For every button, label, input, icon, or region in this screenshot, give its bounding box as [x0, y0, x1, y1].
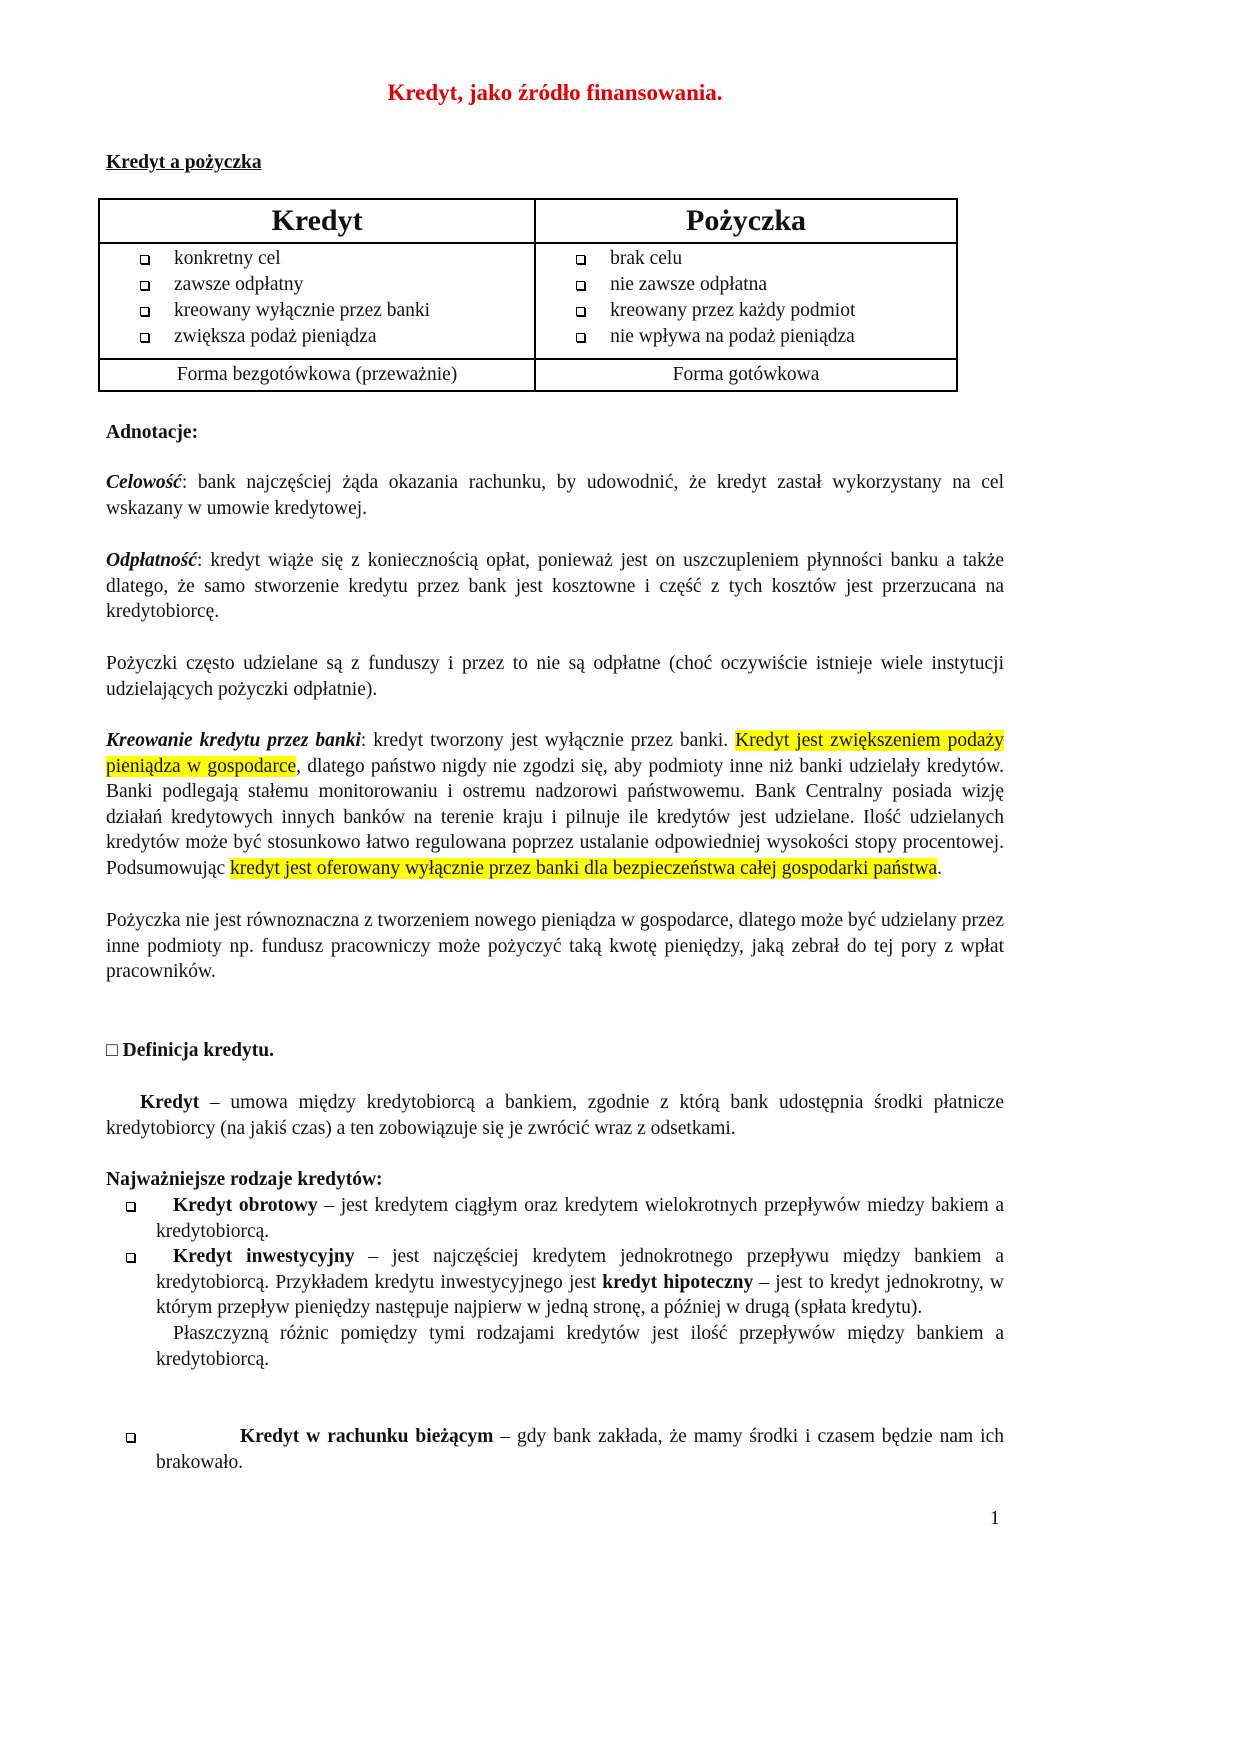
bullet-icon: [140, 307, 149, 316]
item-text: kreowany przez każdy podmiot: [610, 300, 856, 321]
odplatnosc-paragraph: [106, 548, 1004, 625]
footer-pozyczka: Forma gotówkowa: [535, 359, 957, 391]
header-pozyczka: Pożyczka: [535, 199, 957, 243]
pozyczka-paragraph: Pożyczka nie jest równoznaczna z tworzeniem nowego pieniądza w gospodarce, dlatego może być udzielany przez inne podmioty np. fundusz pracowniczy może pożyczyć taką kwotę pieniędzy, jaką zebrał do tej pory z wpłat pracowników.: [106, 910, 1004, 983]
document-title: Kredyt, jako źródło finansowania.: [387, 80, 723, 105]
list-item: [576, 272, 956, 298]
text: : kredyt wiąże się z koniecznością opłat, ponieważ jest on uszczupleniem płynności banku a także dlatego, że samo stworzenie kredytu przez bank jest kosztowne i część z tych kosztów jest przerzucana na kredytobiorcę.: [106, 550, 1004, 623]
footer-kredyt: Forma bezgotówkowa (przeważnie): [99, 359, 535, 391]
rodzaje-list: [106, 1193, 1004, 1372]
list-item: [140, 246, 534, 272]
list-item: [106, 1244, 1004, 1372]
item-text: zawsze odpłatny: [174, 274, 304, 295]
adnotacje-heading: Adnotacje:: [106, 422, 199, 443]
bullet-icon: [126, 1253, 135, 1262]
definicja-heading: [106, 1038, 1004, 1064]
term: Celowość: [106, 472, 182, 493]
pozyczki-paragraph: Pożyczki często udzielane są z funduszy i przez to nie są odpłatne (choć oczywiście istnieje wiele instytucji udzielających pożyczki odpłatnie).: [106, 653, 1004, 700]
list-item: [106, 1424, 1004, 1475]
text: .: [937, 857, 943, 879]
text: – jest to kredyt jednokrotny, w którym przepływ pieniędzy następuje najpierw w jedną stronę, a później w drugą (spłata kredytu).: [156, 1271, 1004, 1319]
term: Kredyt: [140, 1092, 200, 1113]
bullet-icon: [140, 333, 149, 342]
bullet-icon: [576, 333, 585, 342]
list-item: [576, 324, 956, 350]
bullet-icon: [576, 255, 585, 264]
term: Kredyt w rachunku bieżącym: [240, 1426, 494, 1447]
item-text: nie zawsze odpłatna: [610, 274, 768, 295]
text: – jest najczęściej kredytem jednokrotnego przepływu między bankiem a kredytobiorcą. Przykładem kredytu inwestycyjnego jest: [156, 1246, 1004, 1293]
item-text: brak celu: [610, 248, 683, 269]
highlight: kredyt jest oferowany wyłącznie przez banki dla bezpieczeństwa całej gospodarki państwa: [230, 857, 938, 879]
text: Definicja kredytu.: [117, 1040, 274, 1061]
item-text: kreowany wyłącznie przez banki: [174, 300, 431, 321]
term: Odpłatność: [106, 550, 198, 571]
bullet-icon: [126, 1433, 135, 1442]
item-text: konkretny cel: [174, 248, 281, 269]
text: : kredyt tworzony jest wyłącznie przez banki.: [360, 730, 736, 751]
celowosc-paragraph: [106, 470, 1004, 521]
term: Kredyt inwestycyjny: [173, 1246, 355, 1268]
list-item: [140, 272, 534, 298]
bullet-icon: [140, 255, 149, 264]
item-text: nie wpływa na podaż pieniądza: [610, 326, 855, 347]
highlight: Kredyt jest zwiększeniem podaży pieniądza w gospodarce: [106, 730, 1004, 777]
rodzaje-heading: Najważniejsze rodzaje kredytów:: [106, 1169, 383, 1190]
text: – jest kredytem ciągłym oraz kredytem wielokrotnych przepływów miedzy bakiem a kredytobiorcą.: [156, 1195, 1004, 1242]
bullet-icon: [140, 281, 149, 290]
text: – gdy bank zakłada, że mamy środki i czasem będzie nam ich brakowało.: [156, 1426, 1004, 1473]
bullet-icon: [576, 307, 585, 316]
section-subtitle: Kredyt a pożyczka: [106, 152, 262, 173]
list-item: [576, 246, 956, 272]
text: – umowa między kredytobiorcą a bankiem, zgodnie z którą bank udostępnia środki płatnicze kredytobiorcy (na jakiś czas) a ten zobowiązuje się je zwrócić wraz z odsetkami.: [106, 1092, 1004, 1139]
text: , dlatego państwo nigdy nie zgodzi się, aby podmioty inne niż banki udzielały kredytów. Banki podlegają stałemu monitorowaniu i ostremu nadzorowi państwowemu. Bank Centralny posiada wizję działań kredytowych innych banków na terenie kraju i pilnuje ile kredytów jest udzielane. Ilość udzielanych kredytów może być stosunkowo łatwo regulowana poprzez ustalanie odpowiedniej wysokości stopy procentowej. Podsumowując: [106, 755, 1004, 879]
bullet-icon: [576, 281, 585, 290]
list-item: [140, 298, 534, 324]
text: : bank najczęściej żąda okazania rachunku, by udowodnić, że kredyt zastał wykorzystany na cel wskazany w umowie kredytowej.: [106, 472, 1004, 519]
definicja-paragraph: [106, 1090, 1004, 1141]
term: Kreowanie kredytu przez banki: [106, 730, 361, 751]
item-text: zwiększa podaż pieniądza: [174, 326, 377, 347]
term: Kredyt obrotowy: [173, 1195, 318, 1216]
list-item: [576, 298, 956, 324]
text: Płaszczyzną różnic pomiędzy tymi rodzajami kredytów jest ilość przepływów między bankiem a kredytobiorcą.: [156, 1322, 1004, 1370]
pozyczka-cell: [535, 243, 957, 359]
bullet-icon: [126, 1202, 135, 1211]
list-item: [140, 324, 534, 350]
kredyt-cell: [99, 243, 535, 359]
list-item: [106, 1193, 1004, 1244]
header-kredyt: Kredyt: [99, 199, 535, 243]
comparison-table: [98, 198, 958, 392]
term: kredyt hipoteczny: [602, 1271, 754, 1293]
rodzaje-list-2: [106, 1424, 1004, 1475]
kreowanie-paragraph: [106, 728, 1004, 882]
page-number: 1: [990, 1508, 1000, 1529]
symbol-icon: □: [106, 1040, 118, 1061]
